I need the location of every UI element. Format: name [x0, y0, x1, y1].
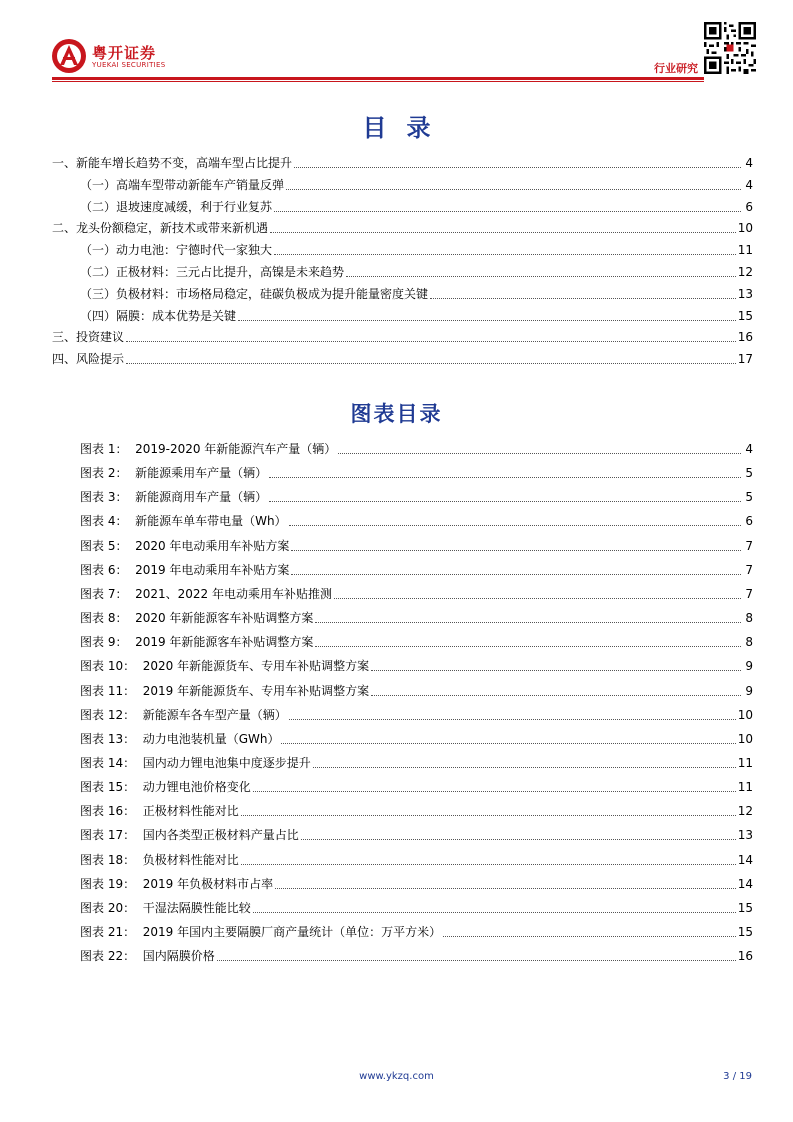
figure-entry-page: 8: [745, 635, 753, 649]
dot-leader: [301, 839, 736, 840]
figure-entry[interactable]: [80, 683, 753, 699]
figure-entry-page: 7: [745, 539, 753, 553]
figure-entry-label: 图表 7： 2021、2022 年电动乘用车补贴推测: [80, 587, 332, 601]
dot-leader: [338, 453, 741, 454]
toc-entry-page: 12: [737, 265, 753, 279]
dot-leader: [315, 646, 741, 647]
figure-entry-page: 11: [737, 756, 753, 770]
dot-leader: [291, 550, 741, 551]
dot-leader: [346, 276, 736, 277]
figure-entry-label: 图表 6： 2019 年电动乘用车补贴方案: [80, 563, 290, 577]
figure-entry[interactable]: [80, 731, 753, 747]
dot-leader: [241, 815, 736, 816]
toc-entry[interactable]: [80, 308, 753, 324]
figure-entry-label: 图表 11： 2019 年新能源货车、专用车补贴调整方案: [80, 684, 370, 698]
figure-entry-page: 11: [737, 780, 753, 794]
dot-leader: [274, 254, 736, 255]
figure-entry[interactable]: [80, 441, 753, 457]
toc-entry-page: 17: [737, 352, 753, 366]
figure-entry-label: 图表 20： 干湿法隔膜性能比较: [80, 901, 251, 915]
company-logo-icon: [51, 38, 87, 74]
toc-entry[interactable]: [52, 329, 753, 345]
figure-entry[interactable]: [80, 610, 753, 626]
toc-entry[interactable]: [80, 199, 753, 215]
figure-entry[interactable]: [80, 634, 753, 650]
figure-entry[interactable]: [80, 779, 753, 795]
toc-title: 目录: [362, 114, 451, 142]
toc-entry-page: 11: [737, 243, 753, 257]
figure-entry-page: 5: [745, 466, 753, 480]
figure-entry-label: 图表 15： 动力锂电池价格变化: [80, 780, 251, 794]
toc-entry-page: 16: [737, 330, 753, 344]
figure-entry-page: 14: [737, 877, 753, 891]
toc-entry[interactable]: [80, 242, 753, 258]
dot-leader: [126, 363, 736, 364]
dot-leader: [274, 211, 741, 212]
dot-leader: [286, 189, 741, 190]
figure-entry[interactable]: [80, 755, 753, 771]
figure-entry-page: 7: [745, 587, 753, 601]
toc-entry-label: 四、风险提示: [52, 352, 125, 366]
dot-leader: [253, 791, 736, 792]
figure-entry-page: 13: [737, 828, 753, 842]
figure-list-title: 图表目录: [350, 402, 443, 426]
toc-entry-label: （三）负极材料：市场格局稳定，硅碳负极成为提升能量密度关键: [80, 287, 429, 301]
dot-leader: [217, 960, 736, 961]
toc-entry[interactable]: [52, 351, 753, 367]
figure-entry-page: 4: [745, 442, 753, 456]
toc-entry[interactable]: [80, 177, 753, 193]
figure-entry-label: 图表 4： 新能源车单车带电量（Wh）: [80, 514, 287, 528]
figure-entry-label: 图表 10： 2020 年新能源货车、专用车补贴调整方案: [80, 659, 370, 673]
qr-code-icon: [704, 22, 756, 74]
figure-entry-label: 图表 3： 新能源商用车产量（辆）: [80, 490, 268, 504]
toc-entry-page: 13: [737, 287, 753, 301]
toc-entry[interactable]: [52, 155, 753, 171]
figure-entry[interactable]: [80, 900, 753, 916]
toc-entry-label: （二）正极材料：三元占比提升，高镍是未来趋势: [80, 265, 345, 279]
brand-name-cn: 粤开证券: [92, 44, 157, 62]
toc-entry-page: 4: [745, 156, 753, 170]
dot-leader: [315, 622, 741, 623]
toc-entry-label: （二）退坡速度减缓，利于行业复苏: [80, 200, 273, 214]
figure-entry[interactable]: [80, 586, 753, 602]
figure-entry[interactable]: [80, 489, 753, 505]
footer-page-number: 3 / 19: [723, 1071, 752, 1082]
toc-entry[interactable]: [52, 220, 753, 236]
toc-entry-label: 二、龙头份额稳定，新技术或带来新机遇: [52, 221, 269, 235]
figure-entry-label: 图表 1： 2019-2020 年新能源汽车产量（辆）: [80, 442, 337, 456]
figure-entry-label: 图表 12： 新能源车各车型产量（辆）: [80, 708, 287, 722]
figure-entry-label: 图表 9： 2019 年新能源客车补贴调整方案: [80, 635, 314, 649]
figure-entry-page: 12: [737, 804, 753, 818]
figure-entry-page: 7: [745, 563, 753, 577]
dot-leader: [281, 743, 735, 744]
figure-entry-page: 15: [737, 901, 753, 915]
dot-leader: [289, 525, 741, 526]
toc-entry-label: （四）隔膜：成本优势是关键: [80, 309, 237, 323]
figure-entry-page: 6: [745, 514, 753, 528]
figure-entry[interactable]: [80, 562, 753, 578]
figure-entry-label: 图表 17： 国内各类型正极材料产量占比: [80, 828, 299, 842]
figure-entry[interactable]: [80, 803, 753, 819]
figure-entry[interactable]: [80, 707, 753, 723]
toc-entry-page: 15: [737, 309, 753, 323]
dot-leader: [269, 477, 741, 478]
dot-leader: [238, 320, 736, 321]
toc-entry-label: 一、新能车增长趋势不变，高端车型占比提升: [52, 156, 293, 170]
figure-entry[interactable]: [80, 948, 753, 964]
figure-entry-page: 5: [745, 490, 753, 504]
dot-leader: [443, 936, 736, 937]
dot-leader: [313, 767, 736, 768]
dot-leader: [289, 719, 736, 720]
dot-leader: [253, 912, 736, 913]
dot-leader: [269, 501, 741, 502]
toc-entry-label: 三、投资建议: [52, 330, 125, 344]
figure-entry[interactable]: [80, 465, 753, 481]
header-divider-thin: [52, 81, 704, 82]
footer-url: www.ykzq.com: [359, 1071, 434, 1082]
dot-leader: [294, 167, 741, 168]
dot-leader: [371, 670, 741, 671]
dot-leader: [334, 598, 741, 599]
dot-leader: [430, 298, 736, 299]
dot-leader: [270, 232, 736, 233]
figure-entry-label: 图表 8： 2020 年新能源客车补贴调整方案: [80, 611, 314, 625]
figure-entry-page: 9: [745, 684, 753, 698]
figure-entry-page: 10: [737, 708, 753, 722]
figure-entry-page: 16: [737, 949, 753, 963]
figure-entry-label: 图表 22： 国内隔膜价格: [80, 949, 215, 963]
figure-entry[interactable]: [80, 827, 753, 843]
toc-entry-page: 4: [745, 178, 753, 192]
figure-entry-label: 图表 18： 负极材料性能对比: [80, 853, 239, 867]
figure-entry-label: 图表 5： 2020 年电动乘用车补贴方案: [80, 539, 290, 553]
page-header: [0, 0, 793, 90]
header-divider: [52, 77, 704, 80]
figure-entry-page: 9: [745, 659, 753, 673]
figure-entry[interactable]: [80, 852, 753, 868]
toc-entry-label: （一）高端车型带动新能车产销量反弹: [80, 178, 285, 192]
figure-entry[interactable]: [80, 658, 753, 674]
toc-entry-label: （一）动力电池：宁德时代一家独大: [80, 243, 273, 257]
report-type: 行业研究: [654, 62, 698, 75]
toc-entry-page: 10: [737, 221, 753, 235]
figure-entry-label: 图表 19： 2019 年负极材料市占率: [80, 877, 274, 891]
figure-entry[interactable]: [80, 513, 753, 529]
figure-entry-page: 15: [737, 925, 753, 939]
dot-leader: [241, 864, 736, 865]
brand-name-en: YUEKAI SECURITIES: [92, 61, 166, 69]
toc-entry[interactable]: [80, 264, 753, 280]
figure-entry-label: 图表 16： 正极材料性能对比: [80, 804, 239, 818]
dot-leader: [126, 341, 736, 342]
figure-entry-label: 图表 21： 2019 年国内主要隔膜厂商产量统计（单位：万平方米）: [80, 925, 442, 939]
figure-entry-label: 图表 13： 动力电池装机量（GWh）: [80, 732, 280, 746]
figure-entry[interactable]: [80, 876, 753, 892]
toc-entry[interactable]: [80, 286, 753, 302]
toc-entry-page: 6: [745, 200, 753, 214]
figure-entry-label: 图表 2： 新能源乘用车产量（辆）: [80, 466, 268, 480]
figure-entry-label: 图表 14： 国内动力锂电池集中度逐步提升: [80, 756, 311, 770]
dot-leader: [291, 574, 741, 575]
dot-leader: [371, 695, 741, 696]
figure-entry-page: 10: [737, 732, 753, 746]
dot-leader: [275, 888, 736, 889]
figure-entry-page: 14: [737, 853, 753, 867]
figure-entry-page: 8: [745, 611, 753, 625]
figure-entry[interactable]: [80, 538, 753, 554]
figure-entry[interactable]: [80, 924, 753, 940]
